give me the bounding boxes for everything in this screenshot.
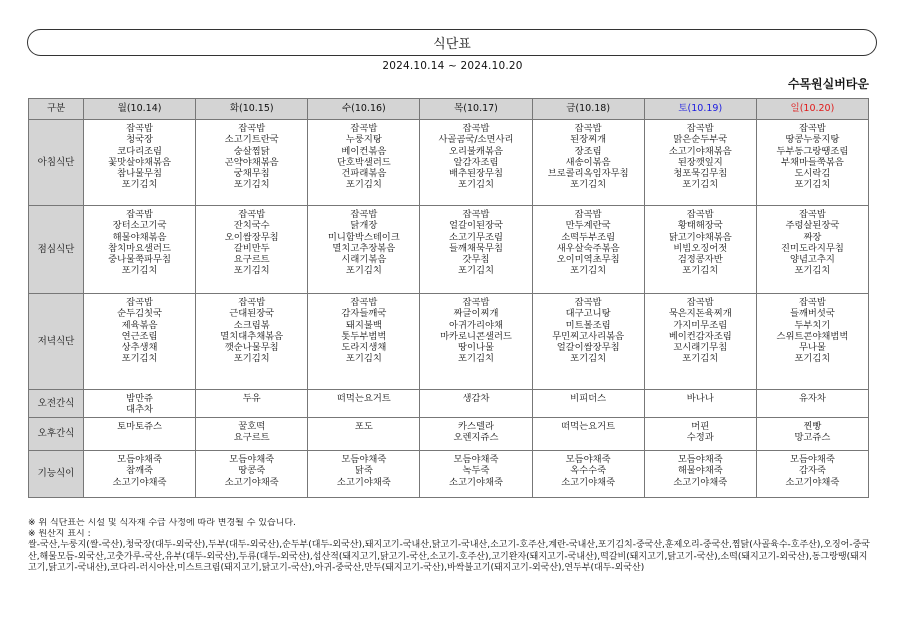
meal-label: 아침식단 <box>29 120 84 206</box>
menu-item: 무나물 <box>798 342 826 354</box>
menu-item: 근대된장국 <box>229 308 275 320</box>
origin-text: 쌀-국산,누룽지(쌀-국산),청국장(대두-외국산),두부(대두-외국산),순두부(대두-외국산),돼지고기-국내산,닭고기-국내산,소고기-호주산,계란-국내산,포기김치-중국산,훈제오리-중국산,찜닭(사골육수-호주산),오징어-중국산,해물모듬-외국산,고춧가루-국산,유부(대두-외국산),두류(대두-외국산),섭산적(돼지고기,닭고기-국산,소고기-호주산),고기완자(돼지고기-국내산),떡갈비(돼지고기,닭고기-국산),소떡(돼지고기-외국산),동그랑땡(돼지고기,닭고기-국내산),코다리-러시아산,미스트크림(돼지고기,닭고기-국산),아귀-중국산,만두(돼지고기-국산),바싹불고기(돼지고기-외국산),연두부(대두-외국산) <box>28 540 870 573</box>
menu-item: 잡곡밥 <box>574 123 602 134</box>
menu-item: 밤만쥬 <box>126 393 154 404</box>
menu-item: 참깨죽 <box>126 465 154 477</box>
menu-item: 멸치고추장볶음 <box>332 242 396 254</box>
menu-cell-functional-diet-sun <box>756 451 868 498</box>
menu-item: 잔치국수 <box>233 220 270 232</box>
menu-item: 잡곡밥 <box>574 297 602 308</box>
menu-item: 포기김치 <box>233 179 270 191</box>
menu-item: 망고쥬스 <box>794 432 831 444</box>
menu-item: 요구르트 <box>233 254 270 266</box>
menu-item: 포기김치 <box>121 353 158 365</box>
menu-item: 포기김치 <box>458 179 494 191</box>
menu-item: 순두김칫국 <box>117 308 163 320</box>
menu-item: 마카로니콘샐러드 <box>440 330 512 342</box>
meal-label: 기능식이 <box>29 451 84 498</box>
menu-item: 소고기야채죽 <box>224 476 279 488</box>
meal-label: 오후간식 <box>29 418 84 451</box>
menu-item: 두부치기 <box>794 319 831 331</box>
menu-cell-breakfast-fri <box>532 120 644 206</box>
menu-item: 모듬야채죽 <box>677 454 723 465</box>
menu-cell-afternoon-snack-fri <box>532 418 644 451</box>
menu-item: 도시락김 <box>794 168 831 180</box>
menu-item: 진미도라지무침 <box>780 242 844 254</box>
menu-item: 땅이나물 <box>458 342 494 354</box>
menu-cell-lunch-mon <box>84 206 196 294</box>
menu-cell-functional-diet-thu <box>420 451 532 498</box>
menu-item: 갈비만두 <box>233 242 270 254</box>
menu-item: 배추된장무침 <box>449 168 503 180</box>
menu-item: 포기김치 <box>233 265 270 277</box>
menu-item: 떠먹는요거트 <box>336 393 391 404</box>
menu-cell-dinner-tue <box>196 294 308 390</box>
menu-item: 두유 <box>242 393 261 404</box>
menu-item: 포기김치 <box>458 265 494 277</box>
menu-item: 오이쌈장무침 <box>224 231 279 243</box>
menu-item: 주렁살된장국 <box>785 220 840 232</box>
menu-item: 장조림 <box>574 145 602 157</box>
menu-item: 포기김치 <box>682 179 719 191</box>
menu-cell-dinner-fri <box>532 294 644 390</box>
menu-item: 소고기야채죽 <box>449 476 503 488</box>
menu-item: 잡곡밥 <box>126 209 154 220</box>
menu-item: 비피더스 <box>570 393 607 404</box>
menu-item: 소고기무조림 <box>449 231 503 243</box>
menu-item: 사골곰국/소면사리 <box>438 134 514 146</box>
meal-label: 점심식단 <box>29 206 84 294</box>
menu-cell-functional-diet-tue <box>196 451 308 498</box>
menu-item: 된장깻잎지 <box>677 156 723 168</box>
menu-row-functional-diet <box>29 451 869 498</box>
menu-item: 멸치대추채볶음 <box>220 330 284 342</box>
category-header: 구분 <box>29 99 84 120</box>
menu-item: 포기김치 <box>345 353 382 365</box>
menu-item: 베이컨볶음 <box>341 145 387 157</box>
menu-item: 잡곡밥 <box>350 297 378 308</box>
notes-section <box>28 518 876 574</box>
menu-item: 녹두죽 <box>462 465 490 477</box>
menu-item: 오렌지쥬스 <box>453 432 499 444</box>
menu-item: 포기김치 <box>794 179 831 191</box>
menu-item: 소떡두부조림 <box>561 231 616 243</box>
menu-item: 알감자조림 <box>453 156 499 168</box>
meal-label: 오전간식 <box>29 390 84 418</box>
meal-label: 저녁식단 <box>29 294 84 390</box>
menu-item: 황태해장국 <box>677 220 723 232</box>
menu-item: 도라지생채 <box>341 342 387 354</box>
menu-item: 상추생채 <box>121 342 158 354</box>
menu-item: 닭고기야채볶음 <box>668 231 732 243</box>
menu-row-breakfast <box>29 120 869 206</box>
menu-item: 제육볶음 <box>121 319 158 331</box>
menu-period: 2024.10.14 ~ 2024.10.20 <box>382 60 523 72</box>
menu-item: 새송이볶음 <box>565 156 611 168</box>
menu-item: 소고기야채죽 <box>336 476 391 488</box>
menu-item: 포기김치 <box>794 353 831 365</box>
menu-item: 궁채무침 <box>233 168 270 180</box>
menu-item: 잡곡밥 <box>798 209 826 220</box>
menu-cell-breakfast-mon <box>84 120 196 206</box>
menu-item: 포기김치 <box>345 265 382 277</box>
menu-cell-afternoon-snack-tue <box>196 418 308 451</box>
menu-item: 잡곡밥 <box>686 209 714 220</box>
menu-item: 포기김치 <box>570 265 607 277</box>
menu-item: 잡곡밥 <box>350 123 378 134</box>
menu-row-morning-snack <box>29 390 869 418</box>
menu-item: 떠먹는요거트 <box>561 421 616 432</box>
menu-cell-lunch-fri <box>532 206 644 294</box>
menu-cell-afternoon-snack-sun <box>756 418 868 451</box>
menu-cell-lunch-thu <box>420 206 532 294</box>
menu-item: 베이컨감자조림 <box>668 330 732 342</box>
menu-item: 소고기야채죽 <box>112 476 167 488</box>
menu-item: 잡곡밥 <box>350 209 378 220</box>
day-header-sun: 일(10.20) <box>756 99 868 120</box>
menu-item: 모듬야채죽 <box>565 454 611 465</box>
menu-item: 닭개장 <box>350 220 378 232</box>
menu-cell-functional-diet-mon <box>84 451 196 498</box>
menu-cell-lunch-sat <box>644 206 756 294</box>
menu-item: 옥수수죽 <box>570 465 607 477</box>
menu-item: 포기김치 <box>570 179 607 191</box>
menu-item: 건파래볶음 <box>341 168 387 180</box>
menu-item: 닭죽 <box>354 465 373 477</box>
menu-cell-breakfast-tue <box>196 120 308 206</box>
menu-item: 숭살찜닭 <box>233 145 270 157</box>
menu-item: 감자죽 <box>798 465 826 477</box>
menu-item: 바나나 <box>686 393 714 404</box>
menu-item: 새우살숙주볶음 <box>556 242 620 254</box>
menu-cell-dinner-sun <box>756 294 868 390</box>
menu-item: 얼갈이된장국 <box>449 220 503 232</box>
menu-item: 생감차 <box>462 393 490 404</box>
menu-item: 만두계란국 <box>565 220 611 232</box>
menu-item: 누룽지탕 <box>345 134 382 146</box>
day-header-mon: 월(10.14) <box>84 99 196 120</box>
menu-cell-dinner-sat <box>644 294 756 390</box>
menu-item: 곤약야채볶음 <box>224 156 279 168</box>
menu-item: 소고기야채죽 <box>785 476 840 488</box>
menu-item: 오이미역초무침 <box>556 254 620 266</box>
menu-item: 양념고추지 <box>789 254 835 266</box>
menu-cell-functional-diet-sat <box>644 451 756 498</box>
menu-item: 대추차 <box>126 404 154 416</box>
page-title: 식단표 <box>433 37 471 52</box>
menu-item: 포기김치 <box>682 265 719 277</box>
menu-item: 잡곡밥 <box>238 123 266 134</box>
menu-item: 포기김치 <box>121 265 158 277</box>
menu-item: 코다리조림 <box>117 145 163 157</box>
day-header-tue: 화(10.15) <box>196 99 308 120</box>
menu-item: 땅콩누룽지탕 <box>785 134 840 146</box>
menu-item: 가지미무조림 <box>673 319 728 331</box>
menu-item: 들깨채묵무침 <box>449 242 503 254</box>
menu-item: 미니함박스테이크 <box>327 231 400 243</box>
menu-item: 검정콩자반 <box>677 254 723 266</box>
menu-item: 중나물쭉파무침 <box>108 254 171 266</box>
menu-item: 소고기트란국 <box>224 134 279 146</box>
menu-item: 요구르트 <box>233 432 270 444</box>
menu-item: 맑은순두부국 <box>673 134 728 146</box>
menu-item: 카스텔라 <box>458 421 494 432</box>
menu-item: 수정과 <box>686 432 714 444</box>
menu-item: 잡곡밥 <box>462 123 490 134</box>
day-header-sat: 토(10.19) <box>644 99 756 120</box>
menu-item: 잡곡밥 <box>462 209 490 220</box>
menu-item: 포기김치 <box>570 353 607 365</box>
menu-item: 모듬야채죽 <box>341 454 387 465</box>
menu-item: 대구고니탕 <box>565 308 611 320</box>
menu-cell-breakfast-wed <box>308 120 420 206</box>
change-notice: ※ 위 식단표는 시설 및 식자재 수급 사정에 따라 변경될 수 있습니다. <box>28 518 296 528</box>
menu-item: 잡곡밥 <box>462 297 490 308</box>
menu-item: 스위트콘야채범벅 <box>776 330 849 342</box>
menu-item: 모듬야채죽 <box>117 454 163 465</box>
menu-item: 얼갈이쌈장무침 <box>556 342 620 354</box>
menu-item: 포기김치 <box>682 353 719 365</box>
title-banner <box>27 29 877 56</box>
menu-item: 모듬야채죽 <box>453 454 499 465</box>
facility-name: 수목원실버타운 <box>787 77 869 91</box>
menu-item: 짜장 <box>803 231 822 243</box>
menu-item: 포도 <box>354 421 373 432</box>
menu-cell-morning-snack-fri <box>532 390 644 418</box>
menu-item: 된장찌개 <box>570 134 607 146</box>
menu-cell-functional-diet-fri <box>532 451 644 498</box>
menu-item: 비빔오징어젓 <box>673 242 728 254</box>
menu-item: 부채마들쭉볶음 <box>780 156 844 168</box>
menu-item: 해물야채죽 <box>677 465 723 477</box>
menu-item: 청국장 <box>126 134 154 146</box>
menu-cell-breakfast-thu <box>420 120 532 206</box>
menu-item: 찐빵 <box>803 421 822 432</box>
menu-cell-morning-snack-sun <box>756 390 868 418</box>
menu-cell-dinner-thu <box>420 294 532 390</box>
menu-item: 소고기야채죽 <box>673 476 728 488</box>
menu-item: 잡곡밥 <box>238 297 266 308</box>
day-header-thu: 목(10.17) <box>420 99 532 120</box>
menu-cell-lunch-wed <box>308 206 420 294</box>
origin-title: ※ 원산지 표시 : <box>28 529 91 540</box>
menu-row-lunch <box>29 206 869 294</box>
menu-item: 해물야채볶음 <box>112 231 167 243</box>
menu-item: 장터소고기국 <box>112 220 167 232</box>
menu-item: 오리불캐볶음 <box>449 145 503 157</box>
menu-item: 포기김치 <box>233 353 270 365</box>
menu-cell-morning-snack-wed <box>308 390 420 418</box>
weekly-menu-table <box>28 98 869 498</box>
menu-item: 깻순나물무침 <box>224 342 279 354</box>
menu-item: 유자차 <box>798 393 826 404</box>
menu-item: 모듬야채죽 <box>789 454 835 465</box>
menu-cell-dinner-mon <box>84 294 196 390</box>
menu-cell-afternoon-snack-mon <box>84 418 196 451</box>
menu-item: 들깨버섯국 <box>789 308 835 320</box>
menu-item: 머핀 <box>691 421 710 432</box>
menu-item: 소고기야채볶음 <box>668 145 732 157</box>
menu-item: 잡곡밥 <box>126 123 154 134</box>
menu-row-afternoon-snack <box>29 418 869 451</box>
menu-item: 시래기볶음 <box>341 254 387 266</box>
menu-item: 참나물무침 <box>117 168 163 180</box>
menu-item: 연근조림 <box>121 330 158 342</box>
menu-cell-afternoon-snack-thu <box>420 418 532 451</box>
menu-item: 모듬야채죽 <box>229 454 275 465</box>
menu-cell-breakfast-sat <box>644 120 756 206</box>
menu-item: 잡곡밥 <box>686 297 714 308</box>
menu-item: 땅콩죽 <box>238 465 266 477</box>
menu-cell-lunch-sun <box>756 206 868 294</box>
menu-cell-afternoon-snack-sat <box>644 418 756 451</box>
menu-item: 짜글이찌개 <box>453 308 499 320</box>
menu-item: 갓무침 <box>462 254 490 266</box>
menu-cell-functional-diet-wed <box>308 451 420 498</box>
menu-cell-dinner-wed <box>308 294 420 390</box>
menu-cell-morning-snack-sat <box>644 390 756 418</box>
menu-item: 묵은지돈육찌개 <box>668 308 732 320</box>
day-header-wed: 수(10.16) <box>308 99 420 120</box>
menu-cell-afternoon-snack-wed <box>308 418 420 451</box>
header-row <box>29 99 869 120</box>
menu-item: 청포묵김무침 <box>673 168 728 180</box>
menu-item: 토마토쥬스 <box>117 421 163 432</box>
menu-item: 두부동그랑땡조림 <box>776 145 849 157</box>
menu-item: 잡곡밥 <box>798 297 826 308</box>
menu-item: 감자들깨국 <box>341 308 387 320</box>
menu-row-dinner <box>29 294 869 390</box>
menu-item: 아귀가리야채 <box>449 319 503 331</box>
menu-item: 참치마요샐러드 <box>108 242 171 254</box>
menu-item: 소고기야채죽 <box>561 476 616 488</box>
menu-item: 브로콜리옥임자무침 <box>547 168 629 180</box>
menu-item: 포기김치 <box>345 179 382 191</box>
menu-item: 톳두부범벅 <box>341 330 387 342</box>
menu-item: 잡곡밥 <box>238 209 266 220</box>
menu-item: 단호박샐러드 <box>336 156 391 168</box>
menu-cell-morning-snack-thu <box>420 390 532 418</box>
menu-cell-morning-snack-tue <box>196 390 308 418</box>
menu-cell-lunch-tue <box>196 206 308 294</box>
menu-item: 꿀호떡 <box>238 421 266 432</box>
menu-item: 잡곡밥 <box>126 297 154 308</box>
menu-item: 포기김치 <box>458 353 494 365</box>
menu-cell-morning-snack-mon <box>84 390 196 418</box>
menu-item: 잡곡밥 <box>798 123 826 134</box>
menu-item: 잡곡밥 <box>686 123 714 134</box>
menu-item: 소크림볶 <box>233 319 270 331</box>
menu-cell-breakfast-sun <box>756 120 868 206</box>
menu-item: 꼬시래기무침 <box>673 342 728 354</box>
menu-item: 포기김치 <box>121 179 158 191</box>
day-header-fri: 금(10.18) <box>532 99 644 120</box>
menu-item: 포기김치 <box>794 265 831 277</box>
menu-item: 미트볼조림 <box>565 319 611 331</box>
menu-item: 꽃맛살야채볶음 <box>108 156 171 168</box>
menu-item: 무민찌고사리볶음 <box>552 330 625 342</box>
menu-item: 돼지불백 <box>345 319 382 331</box>
menu-item: 잡곡밥 <box>574 209 602 220</box>
